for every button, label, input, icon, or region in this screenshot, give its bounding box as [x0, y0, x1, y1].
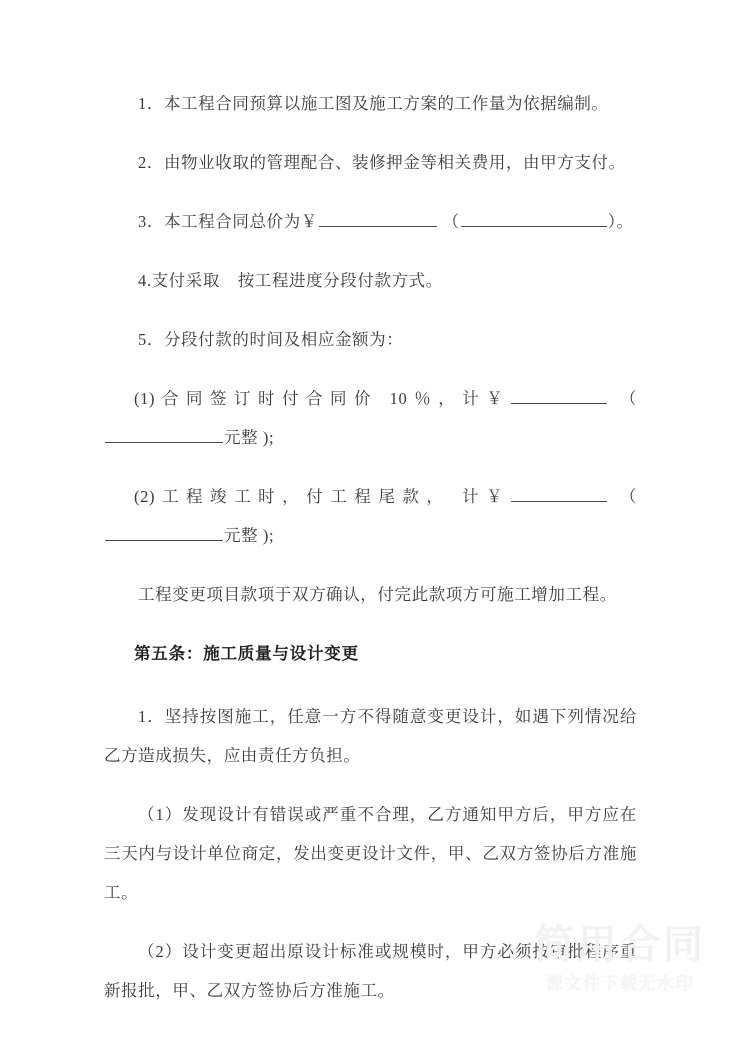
payment-stage-2-paren-close: 元整 ); [224, 526, 275, 545]
clause-item-3-text-before: 3．本工程合同总价为￥ [138, 212, 318, 231]
clause-item-2-text: 2．由物业收取的管理配合、装修押金等相关费用，由甲方支付。 [138, 153, 626, 172]
article5-item-1-text: 1．坚持按图施工，任意一方不得随意变更设计，如遇下列情况给乙方造成损失，应由责任方负担。 [104, 707, 637, 765]
change-order-payment-note [104, 575, 637, 614]
watermark-brand-text: 简用合同 [534, 923, 706, 967]
payment-stage-1-paren-close: 元整 ); [224, 428, 275, 447]
section-heading-article-5-text: 第五条：施工质量与设计变更 [134, 644, 359, 663]
clause-item-1-text: 1．本工程合同预算以施工图及施工方案的工作量为依据编制。 [138, 94, 609, 113]
payment-stage-1-words-blank[interactable] [105, 425, 223, 443]
payment-stage-1-text-before: (1)合同签订时付合同价 10％，计￥ [134, 389, 511, 408]
clause-item-4-text-after: 按工程进度分段付款方式。 [237, 271, 443, 290]
article5-item-1 [104, 697, 637, 775]
change-order-payment-note-text: 工程变更项目款项于双方确认，付完此款项方可施工增加工程。 [138, 585, 617, 604]
article5-subitem-1-text: （1）发现设计有错误或严重不合理，乙方通知甲方后，甲方应在三天内与设计单位商定，发出变更设计文件，甲、乙双方签协后方准施工。 [104, 805, 637, 902]
contract-total-amount-blank[interactable] [319, 209, 437, 227]
article5-subitem-2 [104, 932, 637, 1010]
clause-item-4 [104, 261, 637, 300]
payment-stage-2-paren-open: （ [619, 487, 637, 506]
clause-item-5 [104, 320, 637, 359]
watermark-tagline-text: 源文件下载无水印 [546, 974, 694, 993]
payment-stage-2-text-before: (2)工程竣工时，付工程尾款， 计￥ [134, 487, 511, 506]
contract-total-amount-words-blank[interactable] [461, 209, 607, 227]
clause-item-3-paren-open: （ [442, 212, 460, 231]
section-heading-article-5 [104, 634, 637, 673]
payment-stage-2-amount-blank[interactable] [511, 484, 607, 502]
document-body [104, 84, 637, 1030]
clause-item-3 [104, 202, 637, 241]
clause-item-3-paren-close: ）。 [607, 212, 634, 231]
payment-stage-1-paren-open: （ [619, 389, 637, 408]
article5-subitem-2-text: （2）设计变更超出原设计标准或规模时，甲方必须按审批程序重新报批，甲、乙双方签协后方准施工。 [104, 942, 637, 1000]
article5-subitem-1 [104, 795, 637, 912]
clause-item-4-gap [220, 271, 238, 290]
payment-stage-1-amount-blank[interactable] [511, 386, 607, 404]
payment-stage-1 [104, 379, 637, 457]
payment-stage-2 [104, 477, 637, 555]
payment-stage-2-words-blank[interactable] [105, 523, 223, 541]
clause-item-2 [104, 143, 637, 182]
clause-item-1 [104, 84, 637, 123]
clause-item-5-text: 5．分段付款的时间及相应金额为： [138, 330, 404, 349]
clause-item-4-text-before: 4.支付采取 [138, 271, 220, 290]
